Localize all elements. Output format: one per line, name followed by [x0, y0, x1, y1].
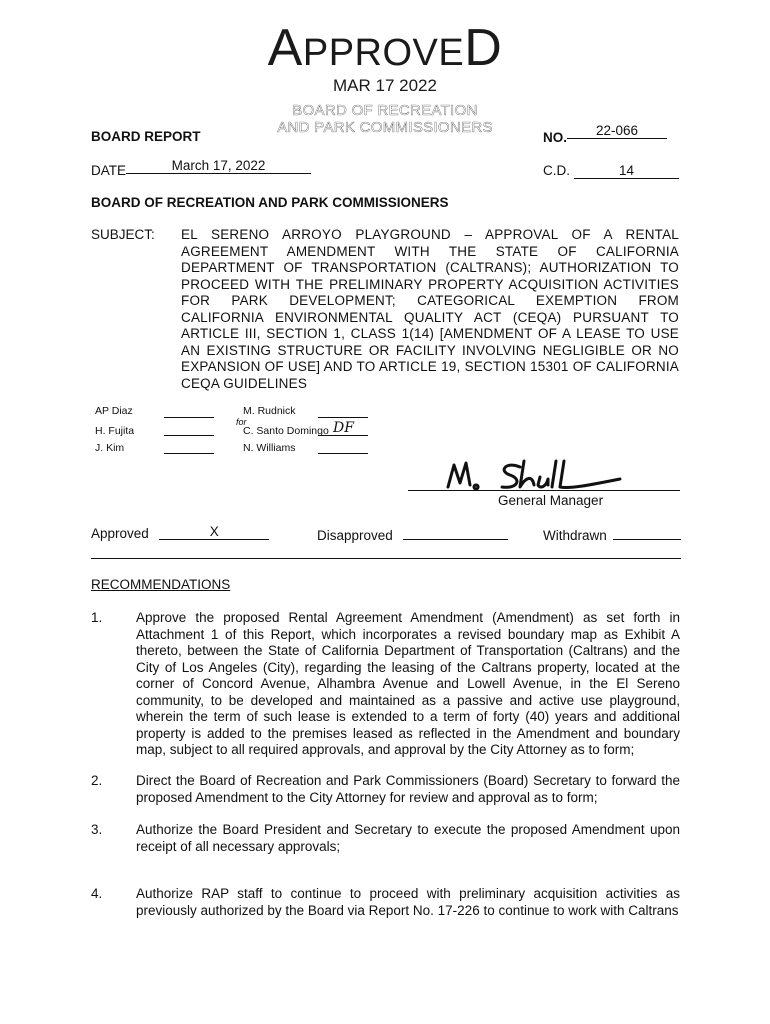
signature-line	[318, 417, 368, 418]
stamp-board-line2: AND PARK COMMISSIONERS	[277, 119, 493, 136]
board-title: BOARD OF RECREATION AND PARK COMMISSIONERS	[91, 195, 449, 210]
section-divider	[91, 558, 681, 559]
date-label: DATE	[91, 163, 127, 178]
handwritten-df-initials: DF	[333, 420, 354, 436]
approved-label: Approved	[91, 526, 149, 541]
commissioner-h-fujita: H. Fujita	[95, 425, 135, 437]
signature-line	[164, 417, 214, 418]
cd-label: C.D.	[543, 163, 570, 178]
commissioner-n-williams: N. Williams	[243, 442, 296, 454]
report-number-value: 22-066	[567, 123, 667, 139]
recommendation-2-text: Direct the Board of Recreation and Park Commissioners (Board) Secretary to forward the proposed Amendment to the City Attorney for review and approval as to form;	[136, 773, 680, 805]
signature-line	[164, 453, 214, 454]
withdrawn-line	[613, 525, 681, 540]
recommendation-1-number: 1.	[91, 610, 103, 625]
cd-field	[543, 162, 679, 180]
cd-value: 14	[574, 163, 679, 179]
subject-text: EL SERENO ARROYO PLAYGROUND – APPROVAL OF A RENTAL AGREEMENT AMENDMENT WITH THE STATE OF CALIFORNIA DEPARTMENT OF TRANSPORTATION (CALTRANS); AUTHORIZATION TO PROCEED WITH THE PRELIMINARY PROPERTY ACQUISITION ACTIVITIES FOR PARK DEVELOPMENT; CATEGORICAL EXEMPTION FROM CALIFORNIA ENVIRONMENTAL QUALITY ACT (CEQA) PURSUANT TO ARTICLE III, SECTION 1, CLASS 1(14) [AMENDMENT OF A LEASE TO USE AN EXISTING STRUCTURE OR FACILITY INVOLVING NEGLIGIBLE OR NO EXPANSION OF USE] AND TO ARTICLE 19, SECTION 15301 OF CALIFORNIA CEQA GUIDELINES	[181, 227, 679, 391]
stamp-date: MAR 17 2022	[333, 76, 437, 95]
withdrawn-label: Withdrawn	[543, 528, 607, 543]
commissioner-j-kim: J. Kim	[95, 442, 125, 454]
approved-stamp	[0, 19, 770, 136]
disapproved-line	[403, 525, 508, 540]
report-number-field	[543, 123, 667, 147]
recommendations-heading: RECOMMENDATIONS	[91, 577, 231, 592]
recommendation-4-number: 4.	[91, 886, 103, 901]
handwritten-for-initials: for	[236, 417, 247, 427]
commissioner-ap-diaz: AP Diaz	[95, 405, 133, 417]
recommendation-3-text: Authorize the Board President and Secretary to execute the proposed Amendment upon receipt of all necessary approvals;	[136, 822, 680, 854]
signature-line	[408, 490, 680, 491]
disapproved-field	[317, 525, 508, 545]
recommendation-3-number: 3.	[91, 822, 103, 837]
date-field	[91, 158, 311, 180]
recommendation-1-text: Approve the proposed Rental Agreement Amendment (Amendment) as set forth in Attachment 1 of this Report, which incorporates a revised boundary map as Exhibit A thereto, between the State of California Department of Transportation (Caltrans) and the City of Los Angeles (City), regarding the leasing of the Caltrans property, located at the corner of Concord Avenue, Alhambra Avenue and Lowell Avenue, in the El Sereno community, to be developed and maintained as a passive and active use playground, wherein the term of such lease is extended to a term of forty (40) years and additional property is added to the premises leased as reflected in the Amendment and boundary map, subject to all required approvals, and approval by the City Attorney as to form;	[136, 610, 680, 757]
commissioner-c-santo-domingo: C. Santo Domingo	[243, 425, 329, 437]
withdrawn-field	[543, 525, 681, 545]
recommendation-2-number: 2.	[91, 773, 103, 788]
stamp-letter-d: D	[464, 19, 503, 77]
signature-line	[164, 435, 214, 436]
signature-line	[318, 453, 368, 454]
stamp-letters-middle: PPROVE	[302, 32, 465, 74]
subject-label: SUBJECT:	[91, 227, 155, 242]
approved-field	[91, 525, 269, 543]
stamp-approved-word	[0, 19, 770, 77]
board-report-label: BOARD REPORT	[91, 129, 201, 144]
signature-line	[318, 435, 368, 436]
date-value: March 17, 2022	[126, 158, 311, 174]
stamp-letter-a: A	[267, 19, 303, 77]
commissioner-m-rudnick: M. Rudnick	[243, 405, 296, 417]
disapproved-label: Disapproved	[317, 528, 393, 543]
general-manager-title: General Manager	[498, 493, 604, 508]
recommendation-4-text: Authorize RAP staff to continue to proceed with preliminary acquisition activities as previously authorized by the Board via Report No. 17-226 to continue to work with Caltrans	[136, 886, 680, 918]
stamp-board-line1: BOARD OF RECREATION	[292, 102, 478, 119]
no-label: NO.	[543, 130, 568, 145]
approved-mark: X	[159, 524, 269, 540]
